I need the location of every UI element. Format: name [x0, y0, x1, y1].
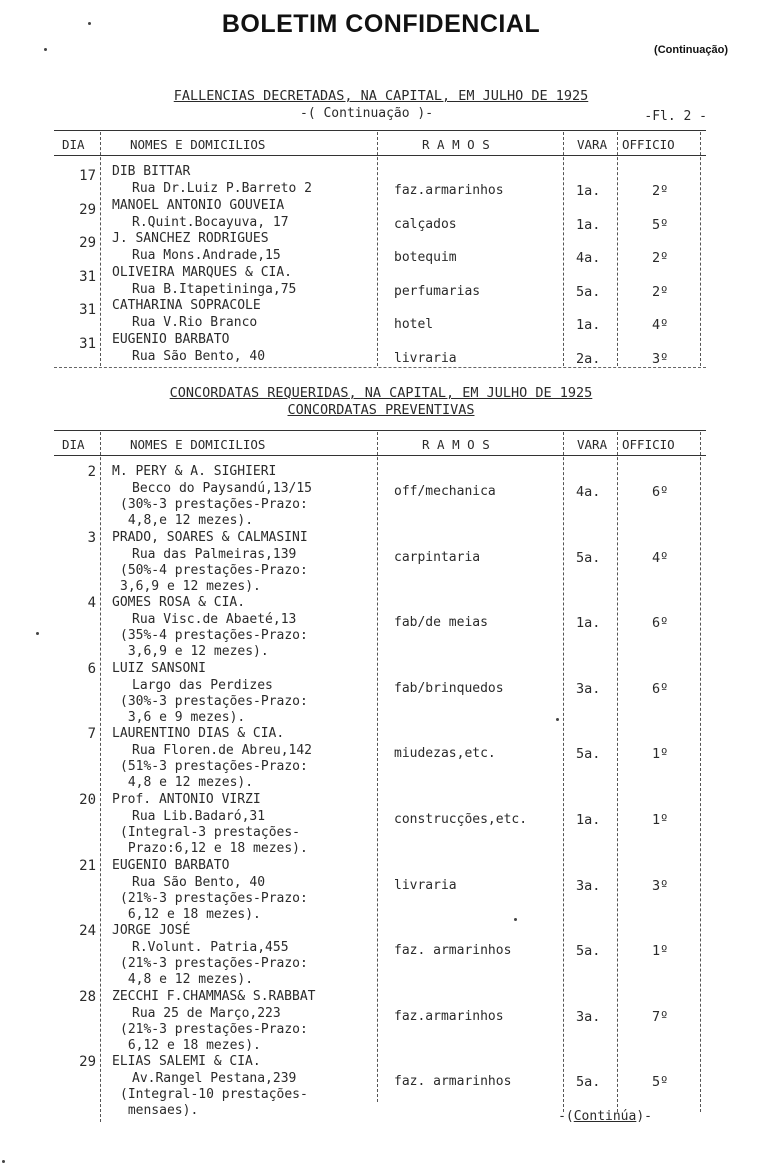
continuation-label: (Continuação)	[654, 44, 728, 56]
row-ramo: miudezas,etc.	[394, 746, 496, 761]
row-officio: 4º	[652, 550, 669, 566]
row-dia: 3	[87, 530, 96, 546]
row-address: Rua V.Rio Branco	[132, 315, 258, 330]
row-ramo: livraria	[394, 878, 457, 893]
row-dia: 31	[79, 302, 96, 318]
row-note: (51%-3 prestações-Prazo: 4,8 e 12 mezes).	[120, 759, 308, 790]
row-ramo: hotel	[394, 317, 434, 332]
row-vara: 3a.	[576, 878, 601, 894]
row-name: CATHARINA SOPRACOLE	[112, 298, 261, 313]
table1-col-sep	[100, 132, 101, 366]
section2-subtitle: CONCORDATAS PREVENTIVAS	[287, 402, 475, 418]
scan-speck	[36, 632, 39, 635]
row-dia: 6	[87, 661, 96, 677]
row-vara: 5a.	[576, 943, 601, 959]
row-name: LAURENTINO DIAS & CIA.	[112, 726, 285, 741]
row-vara: 5a.	[576, 284, 601, 300]
row-ramo: fab/brinquedos	[394, 681, 504, 696]
row-name: OLIVEIRA MARQUES & CIA.	[112, 265, 293, 280]
row-officio: 3º	[652, 351, 669, 367]
row-officio: 2º	[652, 284, 669, 300]
row-ramo: carpintaria	[394, 550, 481, 565]
row-dia: 29	[79, 1054, 96, 1070]
row-vara: 5a.	[576, 550, 601, 566]
row-vara: 1a.	[576, 615, 601, 631]
table1-header-vara: VARA	[577, 137, 608, 152]
row-note: (30%-3 prestações-Prazo: 4,8,e 12 mezes).	[120, 497, 308, 528]
row-note: (21%-3 prestações-Prazo: 6,12 e 18 mezes).	[120, 891, 308, 922]
row-name: Prof. ANTONIO VIRZI	[112, 792, 261, 807]
row-vara: 5a.	[576, 746, 601, 762]
row-officio: 4º	[652, 317, 669, 333]
row-dia: 28	[79, 989, 96, 1005]
row-dia: 21	[79, 858, 96, 874]
table2-header-ramos: R A M O S	[422, 437, 490, 452]
row-note: (50%-4 prestações-Prazo: 3,6,9 e 12 mezes).	[120, 563, 308, 594]
row-vara: 4a.	[576, 484, 601, 500]
row-officio: 5º	[652, 1074, 669, 1090]
continua-footer	[558, 1109, 652, 1124]
row-dia: 4	[87, 595, 96, 611]
row-name: MANOEL ANTONIO GOUVEIA	[112, 198, 285, 213]
continua-prefix: -(	[558, 1109, 574, 1124]
scan-speck	[556, 718, 559, 721]
table2-header-rule	[54, 455, 706, 456]
row-dia: 31	[79, 269, 96, 285]
row-note: (21%-3 prestações-Prazo: 6,12 e 18 mezes).	[120, 1022, 308, 1053]
row-officio: 3º	[652, 878, 669, 894]
table2-header-nomes: NOMES E DOMICILIOS	[130, 437, 266, 452]
row-name: EUGENIO BARBATO	[112, 858, 230, 873]
section1-title: FALLENCIAS DECRETADAS, NA CAPITAL, EM JULHO DE 1925	[173, 88, 589, 104]
table2-col-sep	[377, 432, 378, 1102]
row-ramo: construcções,etc.	[394, 812, 528, 827]
section2-title: CONCORDATAS REQUERIDAS, NA CAPITAL, EM JULHO DE 1925	[169, 385, 593, 401]
row-vara: 2a.	[576, 351, 601, 367]
table1-col-sep	[563, 132, 564, 366]
row-ramo: faz.armarinhos	[394, 1009, 504, 1024]
row-address: Rua das Palmeiras,139	[132, 547, 297, 562]
row-name: ELIAS SALEMI & CIA.	[112, 1054, 261, 1069]
table2-header-officio: OFFICIO	[622, 437, 675, 452]
row-officio: 2º	[652, 250, 669, 266]
row-address: Rua Floren.de Abreu,142	[132, 743, 313, 758]
row-name: M. PERY & A. SIGHIERI	[112, 464, 277, 479]
row-vara: 1a.	[576, 812, 601, 828]
row-officio: 6º	[652, 615, 669, 631]
row-officio: 1º	[652, 943, 669, 959]
table1-top-rule	[54, 130, 706, 131]
row-ramo: off/mechanica	[394, 484, 496, 499]
row-ramo: faz.armarinhos	[394, 183, 504, 198]
table1-header-ramos: R A M O S	[422, 137, 490, 152]
row-vara: 1a.	[576, 217, 601, 233]
row-address: Rua B.Itapetininga,75	[132, 282, 297, 297]
row-officio: 6º	[652, 484, 669, 500]
row-officio: 6º	[652, 681, 669, 697]
row-address: Rua 25 de Março,223	[132, 1006, 281, 1021]
row-address: Rua Visc.de Abaeté,13	[132, 612, 297, 627]
row-note: (Integral-3 prestações- Prazo:6,12 e 18 mezes).	[120, 825, 308, 856]
table1-bottom-rule	[54, 367, 706, 368]
row-address: Becco do Paysandú,13/15	[132, 481, 313, 496]
row-officio: 5º	[652, 217, 669, 233]
sheet-number: -Fl. 2 -	[644, 109, 707, 124]
table1-header-rule	[54, 155, 706, 156]
row-name: PRADO, SOARES & CALMASINI	[112, 530, 308, 545]
row-dia: 24	[79, 923, 96, 939]
row-address: Rua Mons.Andrade,15	[132, 248, 281, 263]
table1-header-dia: DIA	[62, 137, 85, 152]
row-address: Rua São Bento, 40	[132, 875, 266, 890]
row-ramo: botequim	[394, 250, 457, 265]
row-ramo: calçados	[394, 217, 457, 232]
row-officio: 1º	[652, 812, 669, 828]
row-vara: 4a.	[576, 250, 601, 266]
scan-speck	[514, 918, 517, 921]
table2-header-vara: VARA	[577, 437, 608, 452]
table2-top-rule	[54, 430, 706, 431]
row-ramo: perfumarias	[394, 284, 481, 299]
row-name: J. SANCHEZ RODRIGUES	[112, 231, 269, 246]
row-vara: 5a.	[576, 1074, 601, 1090]
row-vara: 1a.	[576, 317, 601, 333]
row-officio: 7º	[652, 1009, 669, 1025]
table1-col-sep	[377, 132, 378, 366]
table2-col-sep	[100, 432, 101, 1122]
row-name: EUGENIO BARBATO	[112, 332, 230, 347]
scan-speck	[44, 48, 47, 51]
row-dia: 29	[79, 235, 96, 251]
row-note: (35%-4 prestações-Prazo: 3,6,9 e 12 mezes).	[120, 628, 308, 659]
row-dia: 17	[79, 168, 96, 184]
table2-header-dia: DIA	[62, 437, 85, 452]
table2-col-sep	[617, 432, 618, 1112]
row-officio: 1º	[652, 746, 669, 762]
section1-subtitle: -( Continuação )-	[300, 106, 434, 121]
row-dia: 20	[79, 792, 96, 808]
row-dia: 2	[87, 464, 96, 480]
table1-header-officio: OFFICIO	[622, 137, 675, 152]
row-name: ZECCHI F.CHAMMAS& S.RABBAT	[112, 989, 316, 1004]
row-address: Av.Rangel Pestana,239	[132, 1071, 297, 1086]
row-address: Rua Lib.Badaró,31	[132, 809, 266, 824]
row-address: Rua São Bento, 40	[132, 349, 266, 364]
table2-col-sep	[700, 432, 701, 1112]
row-vara: 3a.	[576, 681, 601, 697]
row-name: GOMES ROSA & CIA.	[112, 595, 246, 610]
row-ramo: livraria	[394, 351, 457, 366]
document-title: BOLETIM CONFIDENCIAL	[221, 10, 541, 38]
continua-suffix: )-	[636, 1109, 652, 1124]
row-note: (30%-3 prestações-Prazo: 3,6 e 9 mezes).	[120, 694, 308, 725]
row-dia: 31	[79, 336, 96, 352]
row-ramo: fab/de meias	[394, 615, 488, 630]
row-vara: 3a.	[576, 1009, 601, 1025]
row-name: LUIZ SANSONI	[112, 661, 206, 676]
row-ramo: faz. armarinhos	[394, 1074, 512, 1089]
row-address: R.Volunt. Patria,455	[132, 940, 289, 955]
row-vara: 1a.	[576, 183, 601, 199]
table1-col-sep	[700, 132, 701, 366]
row-name: JORGE JOSÉ	[112, 923, 191, 938]
scan-speck	[88, 22, 91, 25]
row-name: DIB BITTAR	[112, 164, 191, 179]
row-officio: 2º	[652, 183, 669, 199]
row-ramo: faz. armarinhos	[394, 943, 512, 958]
continua-text: Continúa	[573, 1109, 637, 1124]
scan-speck	[2, 1160, 5, 1163]
row-address: R.Quint.Bocayuva, 17	[132, 215, 289, 230]
row-address: Rua Dr.Luiz P.Barreto 2	[132, 181, 313, 196]
row-address: Largo das Perdizes	[132, 678, 273, 693]
row-dia: 29	[79, 202, 96, 218]
table2-col-sep	[563, 432, 564, 1112]
row-note: (21%-3 prestações-Prazo: 4,8 e 12 mezes).	[120, 956, 308, 987]
table1-header-nomes: NOMES E DOMICILIOS	[130, 137, 266, 152]
table1-col-sep	[617, 132, 618, 366]
row-note: (Integral-10 prestações- mensaes).	[120, 1087, 308, 1118]
row-dia: 7	[87, 726, 96, 742]
